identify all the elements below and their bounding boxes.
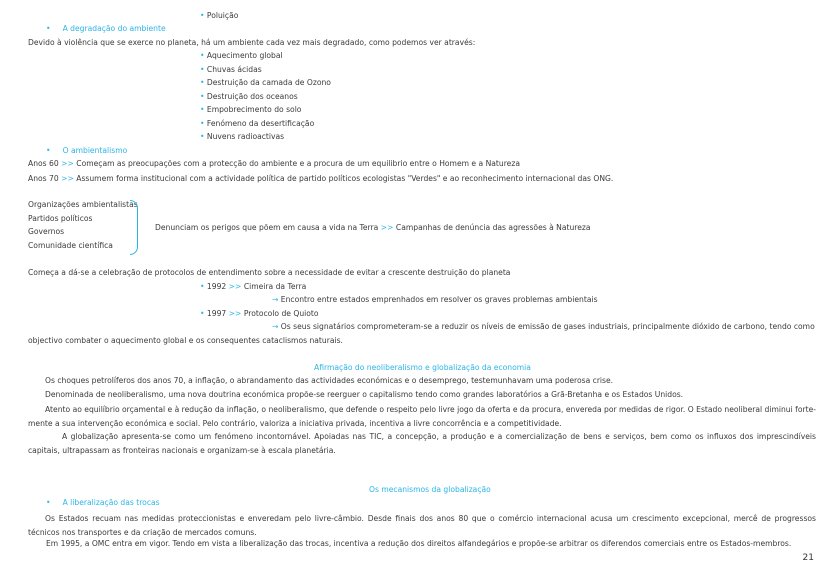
paragraph: Devido à violência que se exerce no planeta, há um ambiente cada vez mais degradado, como podemos ver através: <box>28 38 476 47</box>
list-item: Organizações ambientalistas <box>28 200 138 209</box>
section-heading-ambientalismo: • O ambientalismo <box>46 146 128 155</box>
section-heading-neoliberalismo: Afirmação do neoliberalismo e globalização da economia <box>314 363 531 372</box>
list-item: • Aquecimento global <box>200 51 283 60</box>
paragraph-anos60: Anos 60 >> Começam as preocupações com a protecção do ambiente e a procura de um equilibrio entre o Homem e a Natureza <box>28 159 520 168</box>
paragraph: Os choques petrolíferos dos anos 70, a inflação, o abrandamento das actividades económicas e o desemprego, testemunhavam uma poderosa crise. <box>45 376 614 385</box>
list-item: • Destruição dos oceanos <box>200 92 298 101</box>
list-item: • Poluição <box>200 11 239 20</box>
list-item: • Fenómeno da desertificação <box>200 119 315 128</box>
paragraph-anos70: Anos 70 >> Assumem forma institucional com a actividade política de partido políticos ecologistas "Verdes" e ao reconhecimento internacional das ONG. <box>28 174 614 183</box>
list-item: • 1997 >> Protocolo de Quioto <box>200 309 319 318</box>
list-item: • Nuvens radioactivas <box>200 132 285 141</box>
paragraph: Começa a dá-se a celebração de protocolos de entendimento sobre a necessidade de evitar a crescente destruição do planeta <box>28 268 511 277</box>
list-item: • Empobrecimento do solo <box>200 105 302 114</box>
paragraph: Denunciam os perigos que põem em causa a vida na Terra >> Campanhas de denúncia das agressões à Natureza <box>155 223 591 232</box>
list-item: Comunidade científica <box>28 241 113 250</box>
list-item: → Os seus signatários comprometeram-se a reduzir os níveis de emissão de gases industriais, principalmente dióxido de carbono, tendo como <box>272 322 815 331</box>
list-item: Partidos políticos <box>28 214 93 223</box>
list-item: • 1992 >> Cimeira da Terra <box>200 282 307 291</box>
paragraph: A globalização apresenta-se como um fenómeno incontornável. Apoiadas nas TIC, a concepção, a produção e a comercialização de bens e serviços, bem como os influxos dos imprescindíveis capitais, ultrapassam as fronteiras nacionais e organizam-se à escala planetária. <box>28 432 816 455</box>
paragraph: Em 1995, a OMC entra em vigor. Tendo em vista a liberalização das trocas, incentiva a redução dos direitos alfandegários e propõe-se arbitrar os diferendos comerciais entre os Estados-membros. <box>46 539 792 548</box>
section-heading-mecanismos: Os mecanismos da globalização <box>369 485 491 494</box>
list-item: → Encontro entre estados emprenhados em resolver os graves problemas ambientais <box>272 295 598 304</box>
list-item: Governos <box>28 227 65 236</box>
bullet-icon: • <box>200 11 205 20</box>
section-heading-degradacao: • A degradação do ambiente <box>46 24 166 33</box>
brace-icon <box>130 200 138 255</box>
paragraph: Atento ao equilíbrio orçamental e à redução da inflação, o neoliberalismo, que defende o respeito pelo livre jogo da oferta e da procura, envereda por medidas de rigor. O Estado neoliberal diminui forte-mente a sua intervenção económica e social. Pelo contrário, valoriza a iniciativa privada, incentiva a livre concorrência e a competitividade. <box>28 405 816 428</box>
paragraph: Os Estados recuam nas medidas proteccionistas e enveredam pelo livre-câmbio. Desde finais dos anos 80 que o comércio internacional acusa um crescimento excepcional, mercê de progressos técnicos nos transportes e da criação de mercados comuns. <box>28 514 816 537</box>
list-item: • Destruição da camada de Ozono <box>200 78 331 87</box>
list-item: • Chuvas ácidas <box>200 65 262 74</box>
page-number: 21 <box>802 553 814 563</box>
subheading-liberalizacao: • A liberalização das trocas <box>46 498 160 507</box>
paragraph: Denominada de neoliberalismo, uma nova doutrina económica propõe-se reerguer o capitalismo tendo como grandes laboratórios a Grã-Bretanha e os Estados Unidos. <box>45 390 684 399</box>
paragraph: objectivo combater o aquecimento global e os consequentes cataclismos naturais. <box>28 336 343 345</box>
